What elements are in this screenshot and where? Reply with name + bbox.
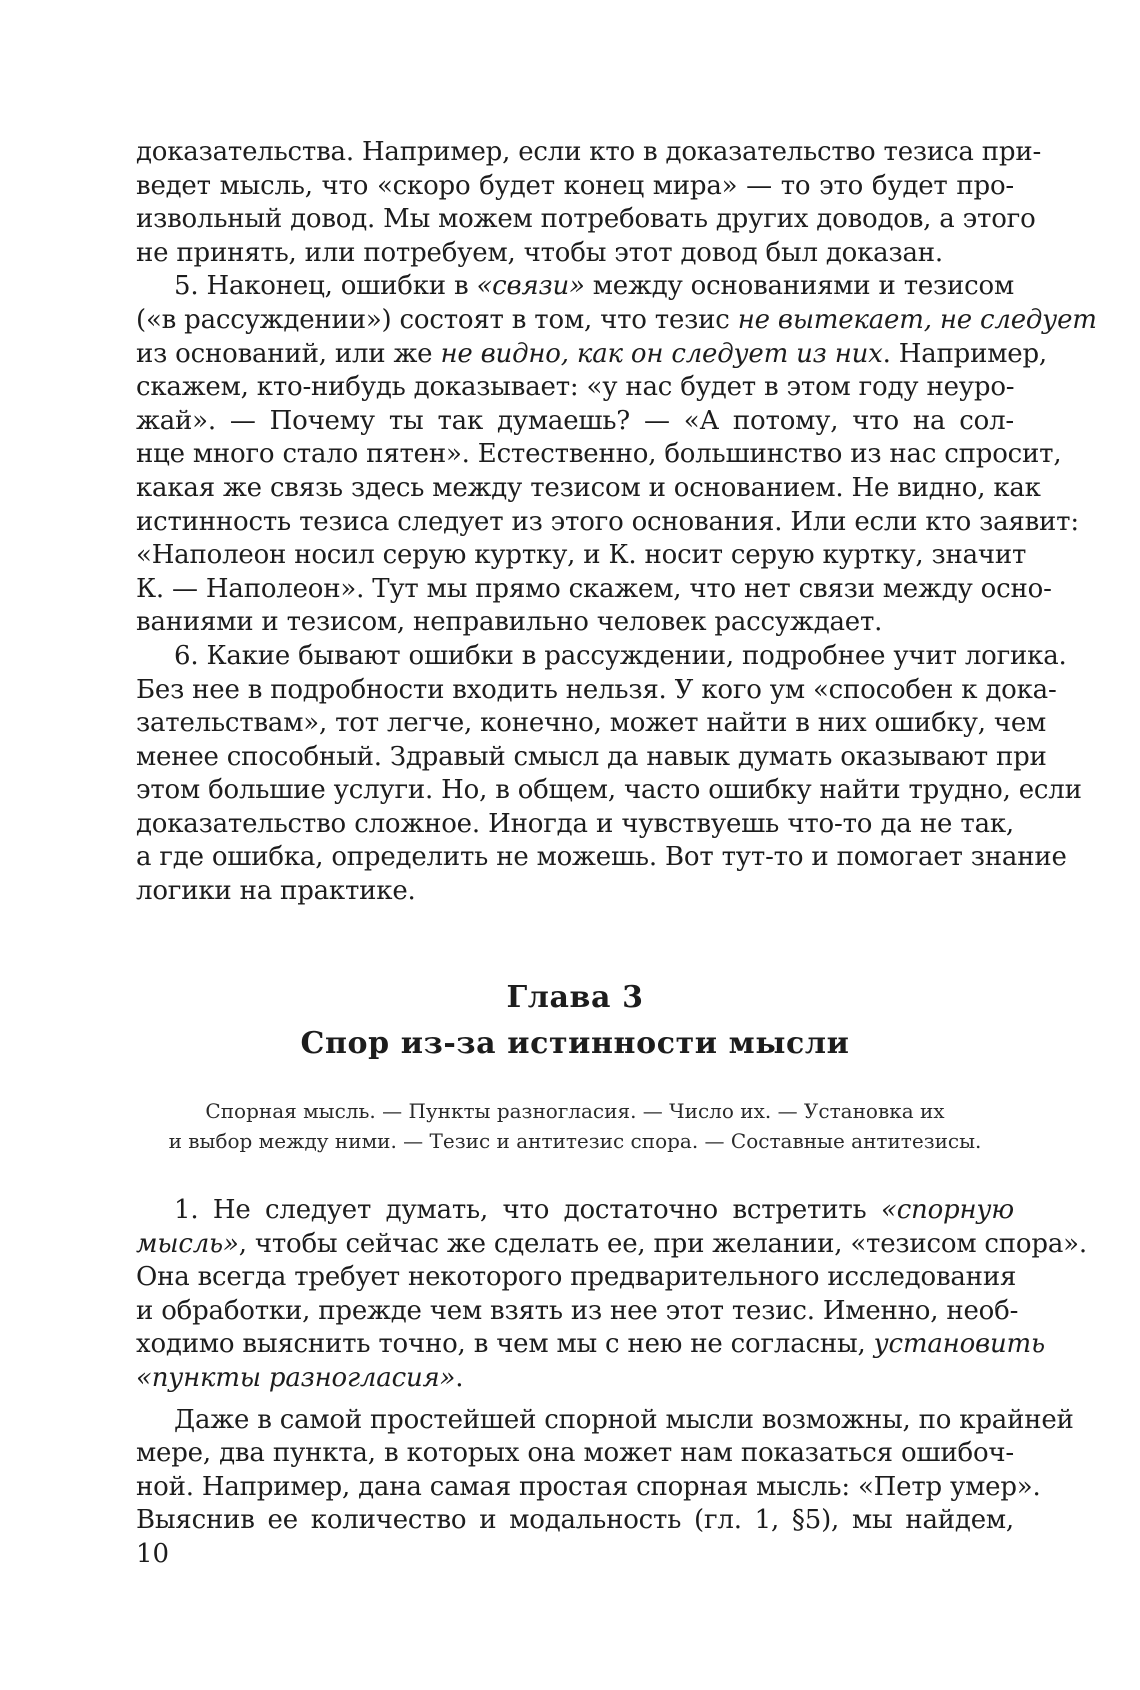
text-line: какая же связь здесь между тезисом и основанием. Не видно, как [136,472,1041,503]
text-line: жай». — Почему ты так думаешь? — «А потому, что на сол- [136,405,1014,436]
text-line: извольный довод. Мы можем потребовать других доводов, а этого [136,204,1036,235]
line-segment: . Например, [882,338,1047,369]
text-line: нце много стало пятен». Естественно, большинство из нас спросит, [136,439,1062,470]
line-segment: 1. Не следует думать, что достаточно встретить [174,1195,881,1225]
line-segment: 5. Наконец, ошибки в [174,271,477,302]
line-segment: («в рассуждении») состоят в том, что тезис [136,304,738,335]
text-line: и обработки, прежде чем взять из нее этот тезис. Именно, необ- [136,1295,1019,1326]
text-line [136,1194,1014,1228]
text-line: Без нее в подробности входить нельзя. У кого ум «способен к дока- [136,674,1057,705]
text-line: зательствам», тот легче, конечно, может найти в них ошибку, чем [136,708,1047,739]
italic-phrase: не вытекает, не следует [737,304,1097,335]
line-segment: . [455,1362,464,1393]
text-line: К. — Наполеон». Тут мы прямо скажем, что нет связи между осно- [136,573,1052,604]
text-line: Она всегда требует некоторого предварительного исследования [136,1262,1017,1293]
italic-phrase: мысль» [136,1228,239,1259]
text-line [136,338,1047,372]
text-line: логики на практике. [136,876,416,907]
italic-phrase: «связи» [476,271,585,302]
text-line: этом большие услуги. Но, в общем, часто ошибку найти трудно, если [136,775,1082,806]
italic-phrase: не видно, как он следует из них [440,338,883,369]
text-line: ведет мысль, что «скоро будет конец мира» — то это будет про- [136,170,1014,201]
text-line: 6. Какие бывают ошибки в рассуждении, подробнее учит логика. [174,640,1067,671]
text-line: ваниями и тезисом, неправильно человек рассуждает. [136,607,883,638]
text-line: Даже в самой простейшей спорной мысли возможны, по крайней [174,1404,1074,1435]
text-line: истинность тезиса следует из этого основания. Или если кто заявит: [136,506,1079,537]
text-block-top [136,136,1097,909]
italic-phrase: установить [873,1329,1045,1360]
text-line [136,1228,1087,1262]
line-segment: , чтобы сейчас же сделать ее, при желании, «тезисом спора». [238,1228,1087,1259]
italic-phrase: «спорную [880,1195,1014,1225]
line-segment: ходимо выяснить точно, в чем мы с нею не согласны, [136,1329,874,1360]
text-line: доказательства. Например, если кто в доказательство тезиса при- [136,137,1042,167]
text-line [136,1328,1045,1362]
synopsis-line: и выбор между ними. — Тезис и антитезис спора. — Составные антитезисы. [168,1129,982,1153]
text-line: «Наполеон носил серую куртку, и К. носит серую куртку, значит [136,540,1027,571]
text-line [136,304,1097,338]
text-line [136,1362,1014,1396]
text-line [136,270,1014,304]
italic-phrase: «пункты разногласия» [136,1362,456,1393]
synopsis-line: Спорная мысль. — Пункты разногласия. — Число их. — Установка их [205,1099,945,1123]
text-block-bottom [136,1194,1087,1538]
line-segment: из оснований, или же [136,338,441,369]
text-line: Выяснив ее количество и модальность (гл. 1, §5), мы найдем, [136,1505,1014,1536]
chapter-subtitle: Спор из-за истинности мысли [300,1026,850,1061]
text-line: ной. Например, дана самая простая спорная мысль: «Петр умер». [136,1471,1041,1502]
chapter-title: Глава 3 [506,980,644,1015]
page-number: 10 [136,1539,170,1569]
text-line: не принять, или потребуем, чтобы этот довод был доказан. [136,237,943,268]
text-line: менее способный. Здравый смысл да навык думать оказывают при [136,741,1047,772]
text-line: а где ошибка, определить не можешь. Вот тут-то и помогает знание [136,842,1067,873]
text-line: доказательство сложное. Иногда и чувствуешь что-то да не так, [136,808,1014,839]
chapter-synopsis [160,1096,990,1156]
text-line: скажем, кто-нибудь доказывает: «у нас будет в этом году неуро- [136,372,1015,403]
line-segment: между основаниями и тезисом [584,271,1015,302]
text-line: мере, два пункта, в которых она может нам показаться ошибоч- [136,1438,1014,1469]
